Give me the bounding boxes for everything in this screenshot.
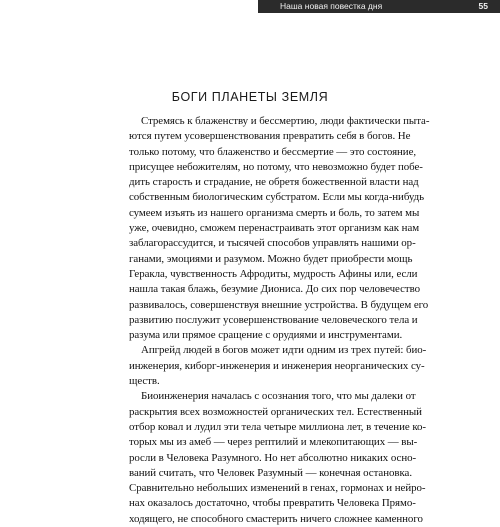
- paragraph: [129, 389, 434, 527]
- text-line: ваний считать, что Человек Разумный — конечная остановка.: [129, 466, 412, 479]
- text-line: Геракла, чувственность Афродиты, мудрость Афины или, если: [129, 267, 418, 280]
- text-line: ходящего, не способного смастерить ничего сложнее каменного: [129, 512, 423, 525]
- text-line: Сравнительно небольших изменений в генах, гормонах и нейро-: [129, 482, 426, 495]
- text-line: присущее небожителям, но потому, что невозможно будет побе-: [129, 160, 423, 173]
- text-line: Апгрейд людей в богов может идти одним из трех путей: био-: [141, 344, 427, 357]
- text-line: росли в Человека Разумного. Но нет абсолютно никаких осно-: [129, 451, 417, 464]
- text-line: дить старость и страдание, не обретя божественной власти над: [129, 176, 419, 189]
- text-line: ются путем усовершенствования превратить себя в богов. Не: [129, 130, 411, 143]
- text-line: инженерия, киборг-инженерия и инженерия неорганических су-: [129, 359, 425, 372]
- text-line: развитию послужит усовершенствование человеческого тела и: [129, 313, 418, 326]
- text-line: нашла такая блажь, безумие Диониса. До сих пор человечество: [129, 283, 420, 296]
- body-text: [129, 114, 434, 527]
- text-line: сумеем изъять из нашего организма смерть и боль, то затем мы: [129, 206, 420, 219]
- text-line: развивалось, совершенствуя внешние устройства. В будущем его: [129, 298, 429, 311]
- text-line: уже, очевидно, сможем перенастраивать этот организм как нам: [129, 222, 420, 235]
- text-line: торых мы из амеб — через рептилий и млекопитающих — вы-: [129, 436, 418, 449]
- text-line: Стремясь к блаженству и бессмертию, люди фактически пыта-: [141, 115, 430, 127]
- text-line: нах оказалось достаточно, чтобы превратить Человека Прямо-: [129, 497, 416, 510]
- paragraph: [129, 114, 434, 343]
- text-line: собственным биологическим субстратом. Если мы когда-нибудь: [129, 191, 425, 204]
- paragraph: [129, 343, 434, 389]
- text-line: заблагорассудится, и тысячей способов управлять нашими ор-: [129, 237, 416, 250]
- text-line: ганами, эмоциями и разумом. Можно будет приобрести мощь: [129, 252, 413, 265]
- text-line: ществ.: [129, 375, 160, 388]
- page-number: 55: [478, 1, 488, 11]
- running-header-bar: [258, 0, 500, 13]
- text-line: Биоинженерия началась с осознания того, что мы далеки от: [141, 390, 416, 403]
- text-line: только потому, что блаженство и бессмертие — это состояние,: [129, 145, 417, 158]
- text-line: раскрытия всех возможностей органических тел. Естественный: [129, 405, 422, 418]
- text-line: разума или прямое сращение с орудиями и инструментами.: [129, 329, 403, 342]
- running-head: Наша новая повестка дня: [280, 1, 383, 11]
- text-line: отбор ковал и лудил эти тела четыре миллиона лет, в течение ко-: [129, 420, 426, 433]
- chapter-title: БОГИ ПЛАНЕТЫ ЗЕМЛЯ: [171, 90, 329, 104]
